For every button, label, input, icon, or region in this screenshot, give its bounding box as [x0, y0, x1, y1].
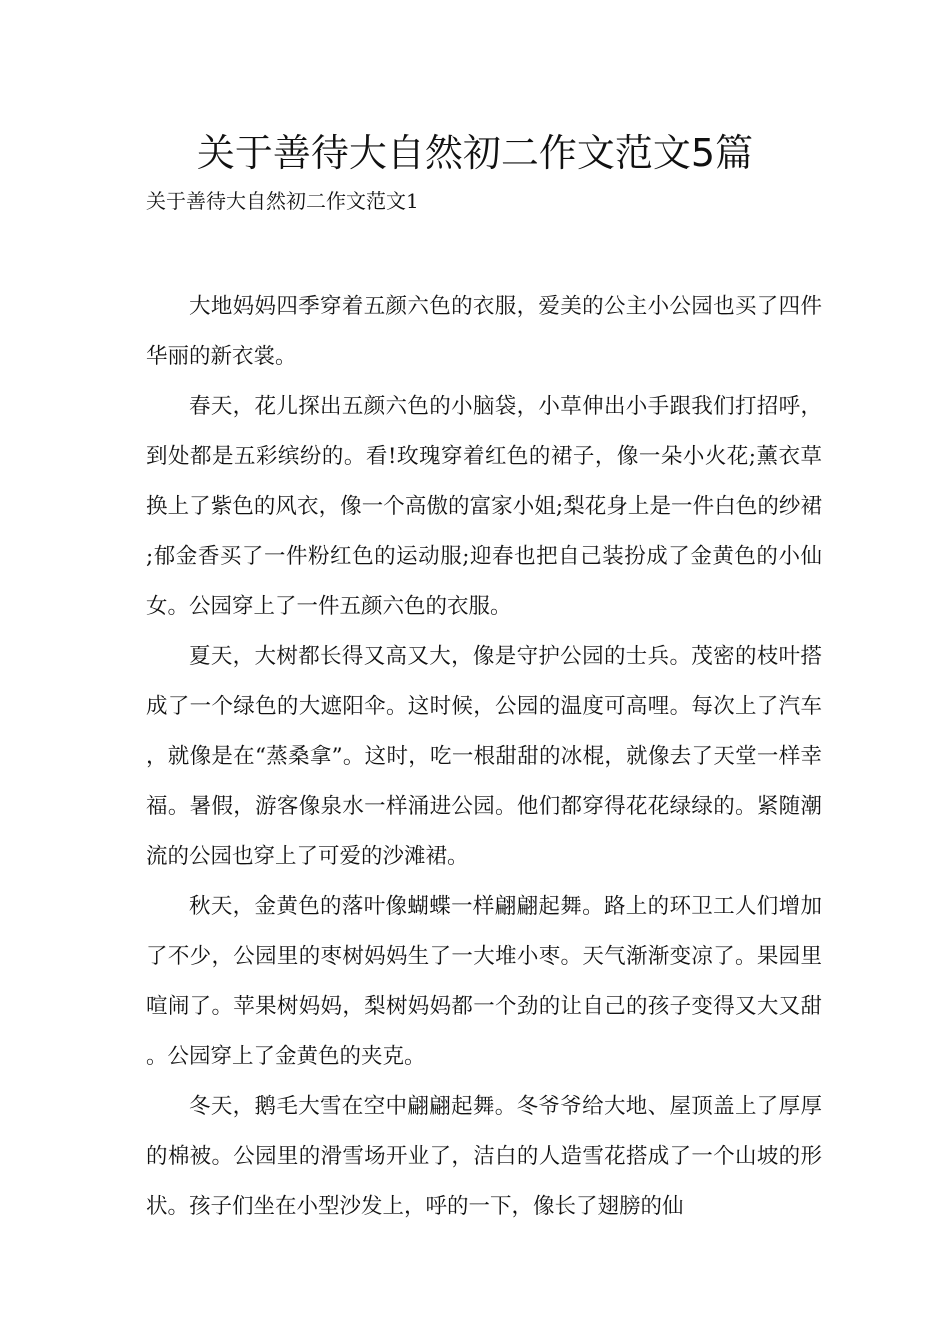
paragraph: 冬天，鹅毛大雪在空中翩翩起舞。冬爷爷给大地、屋顶盖上了厚厚的棉被。公园里的滑雪场开业了，洁白的人造雪花搭成了一个山坡的形状。孩子们坐在小型沙发上，呼的一下，像长了翅膀的仙 — [146, 1094, 822, 1219]
paragraph: 夏天，大树都长得又高又大，像是守护公园的士兵。茂密的枝叶搭成了一个绿色的大遮阳伞。这时候，公园的温度可高哩。每次上了汽车，就像是在“蒸桑拿”。这时，吃一根甜甜的冰棍，就像去了天堂一样幸福。暑假，游客像泉水一样涌进公园。他们都穿得花花绿绿的。紧随潮流的公园也穿上了可爱的沙滩裙。 — [146, 644, 822, 869]
paragraph: 春天，花儿探出五颜六色的小脑袋，小草伸出小手跟我们打招呼，到处都是五彩缤纷的。看!玫瑰穿着红色的裙子，像一朵小火花;薰衣草换上了紫色的风衣，像一个高傲的富家小姐;梨花身上是一件白色的纱裙;郁金香买了一件粉红色的运动服;迎春也把自己装扮成了金黄色的小仙女。公园穿上了一件五颜六色的衣服。 — [146, 394, 822, 619]
section-heading: 关于善待大自然初二作文范文1 — [146, 189, 419, 213]
paragraph: 大地妈妈四季穿着五颜六色的衣服，爱美的公主小公园也买了四件华丽的新衣裳。 — [146, 294, 822, 369]
essay-body — [146, 282, 822, 1232]
paragraph: 秋天，金黄色的落叶像蝴蝶一样翩翩起舞。路上的环卫工人们增加了不少，公园里的枣树妈妈生了一大堆小枣。天气渐渐变凉了。果园里喧闹了。苹果树妈妈，梨树妈妈都一个劲的让自己的孩子变得又大又甜。公园穿上了金黄色的夹克。 — [146, 894, 822, 1069]
document-title: 关于善待大自然初二作文范文5篇 — [196, 131, 754, 175]
